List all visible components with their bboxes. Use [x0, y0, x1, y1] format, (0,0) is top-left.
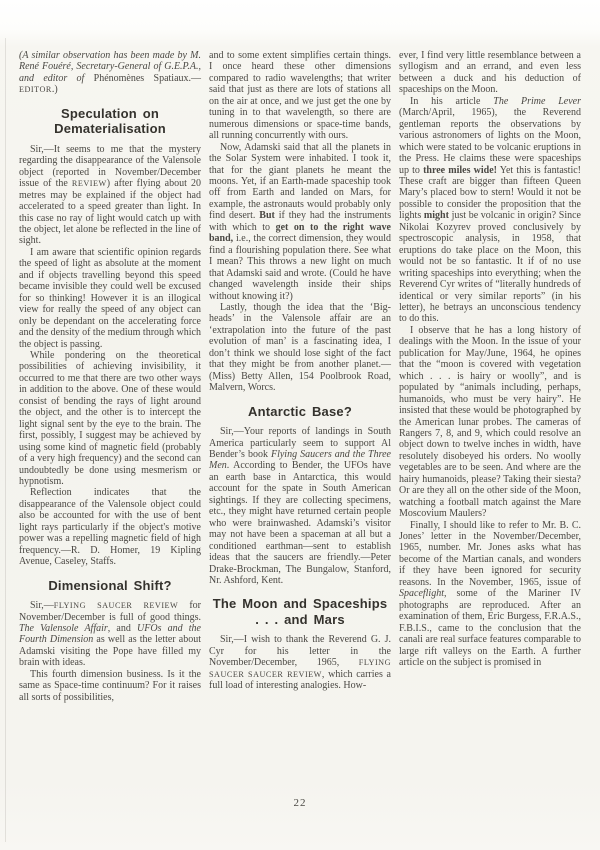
paragraph [19, 487, 201, 567]
text-segment: Phénomènes Spatiaux.— [93, 72, 202, 84]
text-segment: (March/April, 1965), the Reverend gentleman reports the observations by various astronomers of lights on the Moon, which were stated to be volcanic eruptions in the Press. He claims these were spaceships up to [399, 107, 581, 176]
text-segment: for November/December is full of good things. [19, 600, 201, 623]
paragraph [209, 50, 391, 142]
text-segment: REVIEW [71, 179, 107, 189]
text-segment: Lastly, though the idea that the ‘Big-heads’ in the Valensole affair are an ‘extrapolation into the future of the past evolution of man’ is a fascinating idea, I don’t think we should lose sight of the fact that they might be from another planet.—(Miss) Betty Allen, 154 Poolbrook Road, Malvern, Worcs. [209, 301, 391, 394]
paragraph [399, 325, 581, 520]
content-columns [19, 50, 581, 703]
text-segment: as well as the letter about Adamski visiting the Pope have filled my brain with ideas. [19, 634, 202, 669]
text-segment: Spaceflight [399, 588, 444, 600]
text-segment: might [423, 210, 449, 222]
text-segment: , which carries a full load of interesting analogies. How- [209, 668, 391, 692]
text-segment: just be volcanic in origin? Since Nikolai Kozyrev proved conclusively by spectroscopic analysis, in 1958, that eruptions do take place on the Moon, this would not be so fantastic. It if of no use writing spaceships into everything; when the Reverend Cyr writes of “literally hundreds of identical or very similar reports” (in his letter), he betrays an unconscious tendency to do this. [399, 210, 581, 325]
paragraph [399, 50, 581, 96]
text-segment: Flying Saucers and the Three Men [209, 449, 391, 472]
text-segment: EDITOR [19, 85, 52, 95]
editor-note [19, 50, 201, 96]
text-segment: Now, Adamski said that all the planets in the Solar System were inhabited. I took it, that for the giant planets he meant the moons. Yet, if an Earth-made spaceship took off from Earth and landed on Mars, for example, the astronauts would probably only find desert. [209, 141, 391, 222]
text-segment: and to some extent simplifies certain things. I once heard these other dimensions compared to radio wavelengths; that writer said that just as there are lots of stations all on the air at once, and we just get the one by tuning in to that wavelength, so there are numerous dimensions or space-time bands, all running concurrently with ours. [209, 50, 391, 142]
text-segment: In his article [410, 95, 494, 107]
section-heading: Dimensional Shift? [48, 577, 172, 593]
page-edge-shadow [5, 38, 6, 842]
text-segment: .) [51, 84, 58, 96]
text-segment: three miles wide! [423, 164, 497, 176]
text-segment: Sir,—It seems to me that the mystery regarding the disappearance of the Valensole object (reported in November/December issue of the [19, 143, 201, 190]
text-segment: Sir,—Your reports of landings in South America particularly seem to support Al Bender’s book [209, 426, 391, 460]
text-segment: if they had the instruments with which to [209, 210, 391, 233]
paragraph [209, 302, 391, 394]
paragraph [19, 247, 201, 350]
column-left [19, 50, 201, 703]
text-segment: i.e., the correct dimension, they would find a flourishing population there. See what I mean? This throws a new light on much that Adamski said and wrote. (Could he have changed wavelength inside their ships without knowing it?) [209, 233, 391, 302]
text-segment: ) after flying about 20 metres may be explained if the object had accelerated to a speed greater than light. In this case no ray of light would catch up with the object, let alone be reflected in the line of sight. [19, 178, 202, 247]
paragraph [209, 426, 391, 586]
section-heading: Antarctic Base? [248, 403, 352, 419]
text-segment: (A similar observation has been made by M. René Fouéré, Secretary-General of G.E.P.A., and editor of [19, 50, 201, 84]
text-segment: , and [107, 622, 138, 634]
paragraph [19, 144, 201, 247]
text-segment: Yet this is fantastic! These craft are bigger than fifteen Queen Mary’s placed bow to stern! Would it not be possible to consider the proposition that the lights [399, 164, 581, 222]
paragraph [19, 600, 201, 669]
paragraph [399, 520, 581, 669]
paragraph [19, 669, 201, 703]
text-segment: The Prime Lever [493, 95, 581, 107]
text-segment: Finally, I should like to refer to Mr. B. C. Jones’ letter in the November/December, 1965, number. Mr. Jones asks what has become of the Martian canals, and wonders if they have been ignored for security reasons. In the November, 1965, issue of [399, 519, 581, 588]
page-number: 22 [293, 797, 307, 809]
text-segment: Sir,— [30, 600, 54, 612]
text-segment: But [259, 210, 275, 222]
text-segment: Reflection indicates that the disappearance of the Valensole object could also be accounted for with the use of bent light rays particularly if the object's motive power was a repelling magnetic field of high frequency.—R. D. Homer, 19 Kipling Avenue, Caseley, Staffs. [19, 487, 201, 568]
text-segment: Sir,—I wish to thank the Reverend G. J. Cyr for his letter in the November/December, 1965, [209, 634, 391, 669]
text-segment: This fourth dimension business. Is it the same as Space-time continuum? For it raises all sorts of possibilities, [19, 668, 201, 703]
text-segment: FLYING SAUCER REVIEW [53, 601, 179, 611]
text-segment: The Valensole Affair [19, 622, 108, 634]
column-right [399, 50, 581, 703]
text-segment: I observe that he has a long history of dealings with the Moon. In the issue of your publication for May/June, 1964, he opines that the “moon is covered with vegetation which . . . is hairy or woolly”, and is populated by “animals including, perhaps, humanoids, who must be very hairy”. He insisted that these would be photographed by the American lunar probes. The cameras of Rangers 7, 8, and 9, which could resolve an object down to twelve inches in width, have resolutely disobeyed his orders. No woolly vegetables are to be seen. And where are the hairy humanoids, please? Taking their siesta? Or are they all on the other side of the Moon, watching a football match against the Mare Moscovium Maulers? [399, 324, 581, 520]
paragraph [209, 142, 391, 302]
text-segment: I am aware that scientific opinion regards the speed of light as absolute at the moment and if objects travelling beyond this speed became invisible they could well be excused for so thinking! However it is an illogical view for really the speed of any object can only be dependant on the accelerating force and the density of the medium through which the object is passing. [19, 246, 201, 350]
text-segment: UFOs and the Fourth Dimension [19, 622, 201, 646]
text-segment: While pondering on the theoretical possibilities of achieving invisibility, it occurred to me that there are two other ways in addition to the above. One of these would consist of bending the rays of light around the object, and the other is to intercept the light signal sent by the eye to the brain. The first, possibly, I suggest may be achieved by using some kind of magnetic field (probably of a very high frequency) and the second can undoubtedly be done using mesmerism or hypnotism. [19, 349, 201, 487]
column-middle [209, 50, 391, 703]
paragraph [19, 350, 201, 487]
text-segment: , some of the Mariner IV photographs are reproduced. After an examination of them, Eric Burgess, F.R.A.S., F.B.I.S., came to the conclusion that the canali are real surface features comparable to large rift valleys on the Earth. A further article on the subject is promised in [399, 588, 581, 669]
text-segment: . According to Bender, the UFOs have an earth base in Antarctica, this would account for the spate in South American sightings. If they are collecting specimens, etc., they might have returned certain people who were brainwashed. Adamski’s visitor may not have been a spaceman at all but a conditioned earthman—sent to establish ideas that the saucers are friendly.—Peter Drake-Brockman, The Bungalow, Stanford, Nr. Ashford, Kent. [209, 460, 391, 586]
paragraph [399, 96, 581, 325]
text-segment: FLYING SAUCER SAUCER REVIEW [209, 658, 391, 679]
paragraph [209, 634, 391, 691]
text-segment: get on to the right wave band, [209, 221, 391, 245]
section-heading: The Moon and Spaceships . . . and Mars [212, 596, 388, 627]
section-heading: Speculation on Dematerialisation [54, 105, 166, 137]
text-segment: ever, I find very little resemblance between a syllogism and an errand, and even less between a duck and his deduction of spaceships on the Moon. [399, 50, 581, 96]
